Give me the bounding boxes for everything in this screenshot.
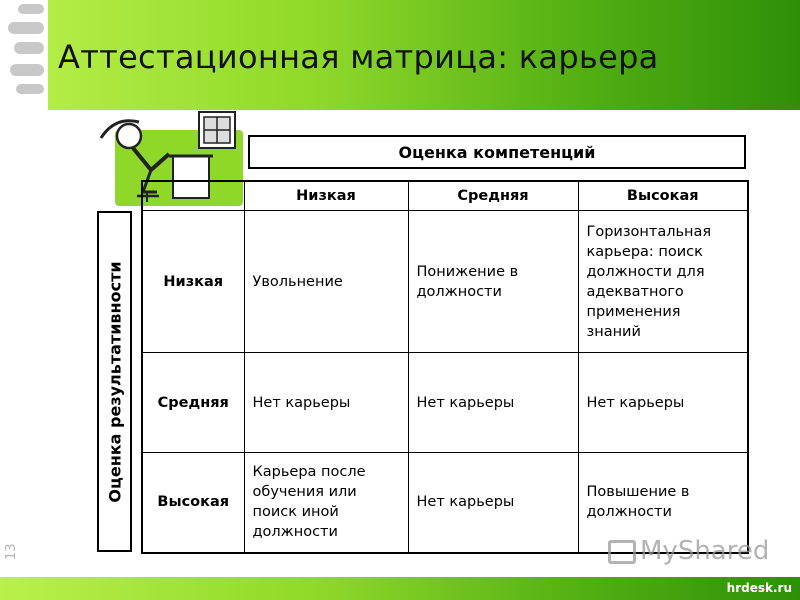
row-axis-label-box bbox=[97, 211, 132, 552]
attestation-matrix-table bbox=[141, 180, 749, 554]
column-header: Низкая bbox=[244, 181, 408, 211]
table-cell: Нет карьеры bbox=[578, 353, 748, 453]
column-axis-label: Оценка компетенций bbox=[248, 135, 746, 169]
column-header: Средняя bbox=[408, 181, 578, 211]
row-label: Низкая bbox=[142, 211, 244, 353]
slide-footer-bar bbox=[0, 577, 800, 600]
page-number: 13 bbox=[4, 543, 19, 560]
decorative-dots bbox=[0, 0, 48, 110]
row-label: Высокая bbox=[142, 453, 244, 553]
table-cell: Понижение в должности bbox=[408, 211, 578, 353]
table-cell: Нет карьеры bbox=[244, 353, 408, 453]
watermark-text: MyShared bbox=[640, 536, 770, 566]
table-cell: Увольнение bbox=[244, 211, 408, 353]
slide-title: Аттестационная матрица: карьера bbox=[58, 38, 659, 76]
table-header-row bbox=[142, 181, 748, 211]
table-cell: Карьера после обучения или поиск иной должности bbox=[244, 453, 408, 553]
table-corner-cell bbox=[142, 181, 244, 211]
table-row bbox=[142, 353, 748, 453]
table-cell: Горизонтальная карьера: поиск должности для адекватного применения знаний bbox=[578, 211, 748, 353]
table-cell: Нет карьеры bbox=[408, 353, 578, 453]
footer-url: hrdesk.ru bbox=[726, 581, 792, 595]
presentation-board-icon bbox=[608, 540, 636, 564]
column-header: Высокая bbox=[578, 181, 748, 211]
watermark bbox=[608, 536, 769, 566]
row-label: Средняя bbox=[142, 353, 244, 453]
table-cell: Повышение в должности bbox=[578, 453, 748, 553]
row-axis-label: Оценка результативности bbox=[105, 260, 124, 503]
table-row bbox=[142, 211, 748, 353]
table-cell: Нет карьеры bbox=[408, 453, 578, 553]
